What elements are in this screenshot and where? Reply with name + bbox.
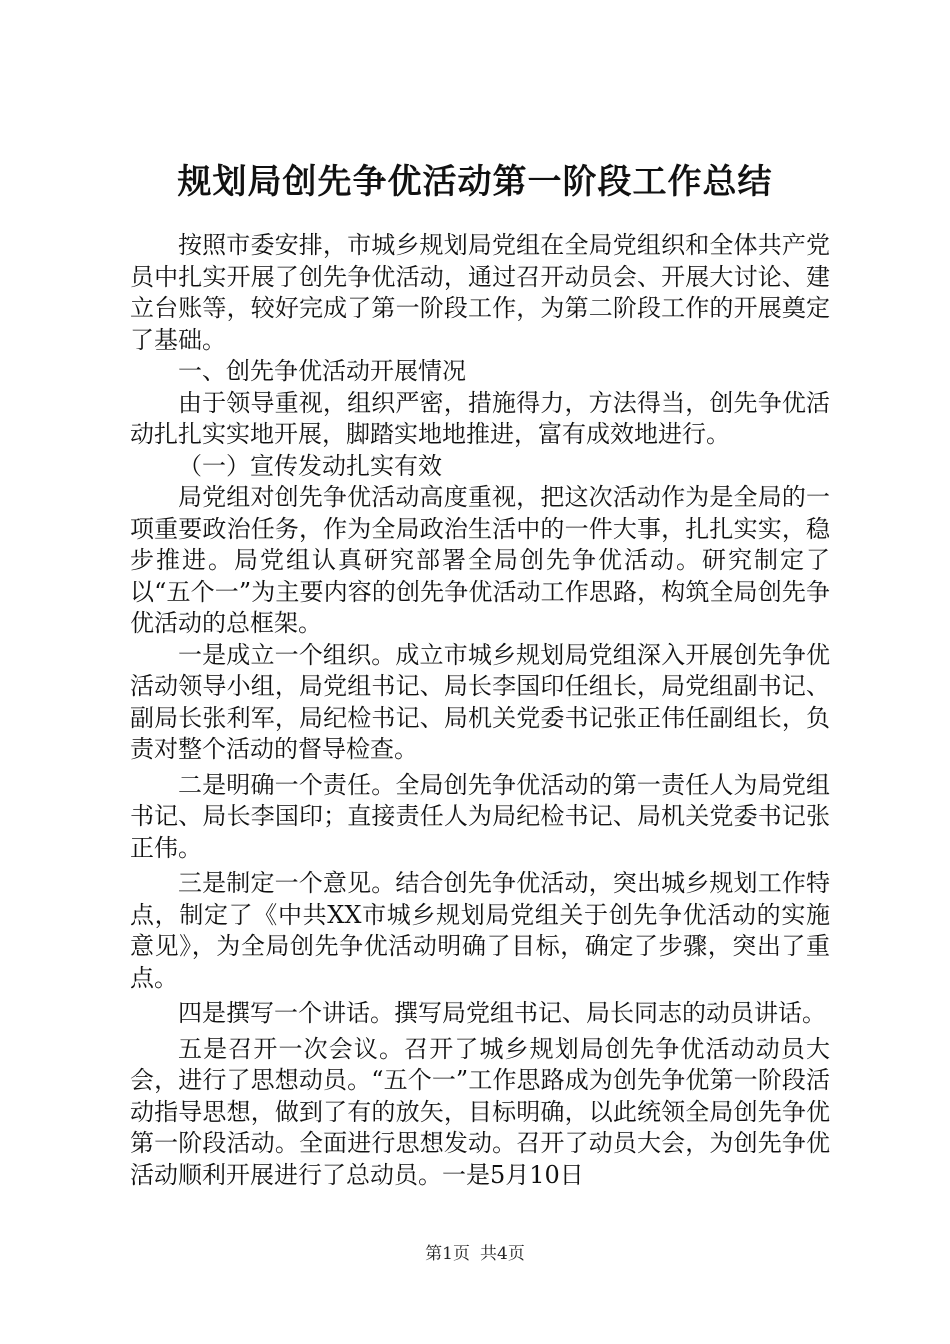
paragraph-item-5: 五是召开一次会议。召开了城乡规划局创先争优活动动员大会，进行了思想动员。“五个一”工作思路成为创先争优第一阶段活动指导思想，做到了有的放矢，目标明确，以此统领全局创先争优第一阶段活动。全面进行思想发动。召开了动员大会，为创先争优活动顺利开展进行了总动员。一是5月10日 — [130, 1034, 830, 1189]
paragraph-item-2: 二是明确一个责任。全局创先争优活动的第一责任人为局党组书记、局长李国印；直接责任人为局纪检书记、局机关党委书记张正伟。 — [130, 770, 830, 862]
paragraph-intro: 按照市委安排，市城乡规划局党组在全局党组织和全体共产党员中扎实开展了创先争优活动，通过召开动员会、开展大讨论、建立台账等，较好完成了第一阶段工作，为第二阶段工作的开展奠定了基础。 — [130, 231, 830, 354]
page-total: 共4页 — [480, 1244, 525, 1264]
page-number: 第1页 — [425, 1244, 470, 1264]
paragraph-overview: 由于领导重视，组织严密，措施得力，方法得当，创先争优活动扎扎实实地开展，脚踏实地地推进，富有成效地进行。 — [130, 388, 830, 448]
paragraph-item-3: 三是制定一个意见。结合创先争优活动，突出城乡规划工作特点，制定了《中共XX市城乡规划局党组关于创先争优活动的实施意见》，为全局创先争优活动明确了目标，确定了步骤，突出了重点。 — [130, 869, 830, 992]
document-title: 规划局创先争优活动第一阶段工作总结 — [177, 162, 773, 202]
paragraph-item-1: 一是成立一个组织。成立市城乡规划局党组深入开展创先争优活动领导小组，局党组书记、局长李国印任组长，局党组副书记、副局长张利军，局纪检书记、局机关党委书记张正伟任副组长，负责对整个活动的督导检查。 — [130, 640, 830, 763]
paragraph-item-4: 四是撰写一个讲话。撰写局党组书记、局长同志的动员讲话。 — [178, 999, 826, 1027]
section-heading-1: 一、创先争优活动开展情况 — [178, 357, 466, 385]
document-body — [130, 230, 830, 1191]
page-footer — [0, 1243, 950, 1265]
paragraph-leadership: 局党组对创先争优活动高度重视，把这次活动作为是全局的一项重要政治任务，作为全局政治生活中的一件大事，扎扎实实，稳步推进。局党组认真研究部署全局创先争优活动。研究制定了以“五个一”为主要内容的创先争优活动工作思路，构筑全局创先争优活动的总框架。 — [130, 483, 830, 637]
subsection-heading-1: （一）宣传发动扎实有效 — [178, 451, 442, 480]
